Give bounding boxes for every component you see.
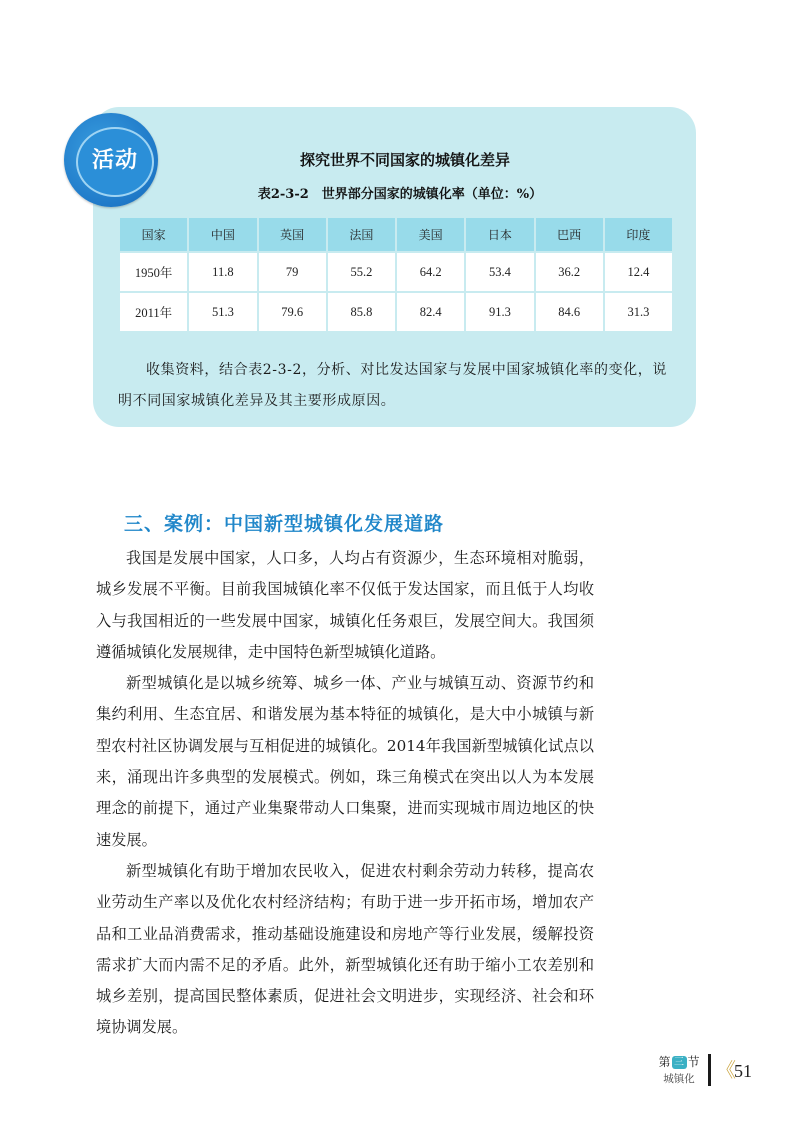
footer-divider xyxy=(708,1054,711,1086)
chapter-prefix: 第 xyxy=(658,1055,671,1069)
table-cell: 1950年 xyxy=(119,252,188,292)
table-header-cell: 印度 xyxy=(604,217,673,252)
table-header-cell: 日本 xyxy=(465,217,534,252)
activity-badge-label: 活动 xyxy=(91,148,138,173)
table-cell: 36.2 xyxy=(535,252,604,292)
chapter-label xyxy=(650,1053,708,1070)
chapter-number-badge: 三 xyxy=(672,1056,687,1069)
table-cell: 84.6 xyxy=(535,292,604,332)
table-cell: 11.8 xyxy=(188,252,257,292)
body-text xyxy=(96,543,594,1044)
table-header-cell: 中国 xyxy=(188,217,257,252)
urbanization-rate-table xyxy=(118,216,674,333)
double-chevron-icon: 《 xyxy=(716,1058,736,1082)
table-row xyxy=(119,252,673,292)
paragraph: 新型城镇化有助于增加农民收入，促进农村剩余劳动力转移，提高农业劳动生产率以及优化农村经济结构；有助于进一步开拓市场，增加农产品和工业品消费需求，推动基础设施建设和房地产等行业发展，缓解投资需求扩大而内需不足的矛盾。此外，新型城镇化还有助于缩小工农差别和城乡差别，提高国民整体素质，促进社会文明进步，实现经济、社会和环境协调发展。 xyxy=(96,861,594,1037)
table-cell: 31.3 xyxy=(604,292,673,332)
table-caption: 表2-3-2 世界部分国家的城镇化率（单位：%） xyxy=(257,187,543,202)
table-cell: 64.2 xyxy=(396,252,465,292)
table-header-cell: 法国 xyxy=(327,217,396,252)
chapter-suffix: 节 xyxy=(687,1055,700,1069)
table-cell: 79.6 xyxy=(258,292,327,332)
table-cell: 79 xyxy=(258,252,327,292)
table-header-row xyxy=(119,217,673,252)
table-cell: 12.4 xyxy=(604,252,673,292)
page-number: 51 xyxy=(734,1061,752,1081)
table-cell: 53.4 xyxy=(465,252,534,292)
table-header-cell: 英国 xyxy=(258,217,327,252)
table-header-cell: 美国 xyxy=(396,217,465,252)
activity-instruction: 收集资料，结合表2-3-2，分析、对比发达国家与发展中国家城镇化率的变化，说明不同国家城镇化差异及其主要形成原因。 xyxy=(118,362,667,409)
table-cell: 85.8 xyxy=(327,292,396,332)
paragraph: 我国是发展中国家，人口多，人均占有资源少，生态环境相对脆弱，城乡发展不平衡。目前我国城镇化率不仅低于发达国家，而且低于人均收入与我国相近的一些发展中国家，城镇化任务艰巨，发展空间大。我国须遵循城镇化发展规律，走中国特色新型城镇化道路。 xyxy=(96,549,594,661)
table-row xyxy=(119,292,673,332)
paragraph: 新型城镇化是以城乡统筹、城乡一体、产业与城镇互动、资源节约和集约利用、生态宜居、和谐发展为基本特征的城镇化，是大中小城镇与新型农村社区协调发展与互相促进的城镇化。2014年我国新型城镇化试点以来，涌现出许多典型的发展模式。例如，珠三角模式在突出以人为本发展理念的前提下，通过产业集聚带动人口集聚，进而实现城市周边地区的快速发展。 xyxy=(96,674,594,849)
activity-title: 探究世界不同国家的城镇化差异 xyxy=(299,151,510,169)
table-cell: 91.3 xyxy=(465,292,534,332)
section-name: 城镇化 xyxy=(663,1073,695,1085)
section-heading: 三、案例：中国新型城镇化发展道路 xyxy=(124,513,445,535)
table-header-cell: 国家 xyxy=(119,217,188,252)
table-header-cell: 巴西 xyxy=(535,217,604,252)
page-footer xyxy=(650,1053,770,1093)
table-cell: 55.2 xyxy=(327,252,396,292)
table-cell: 51.3 xyxy=(188,292,257,332)
table-cell: 2011年 xyxy=(119,292,188,332)
table-cell: 82.4 xyxy=(396,292,465,332)
